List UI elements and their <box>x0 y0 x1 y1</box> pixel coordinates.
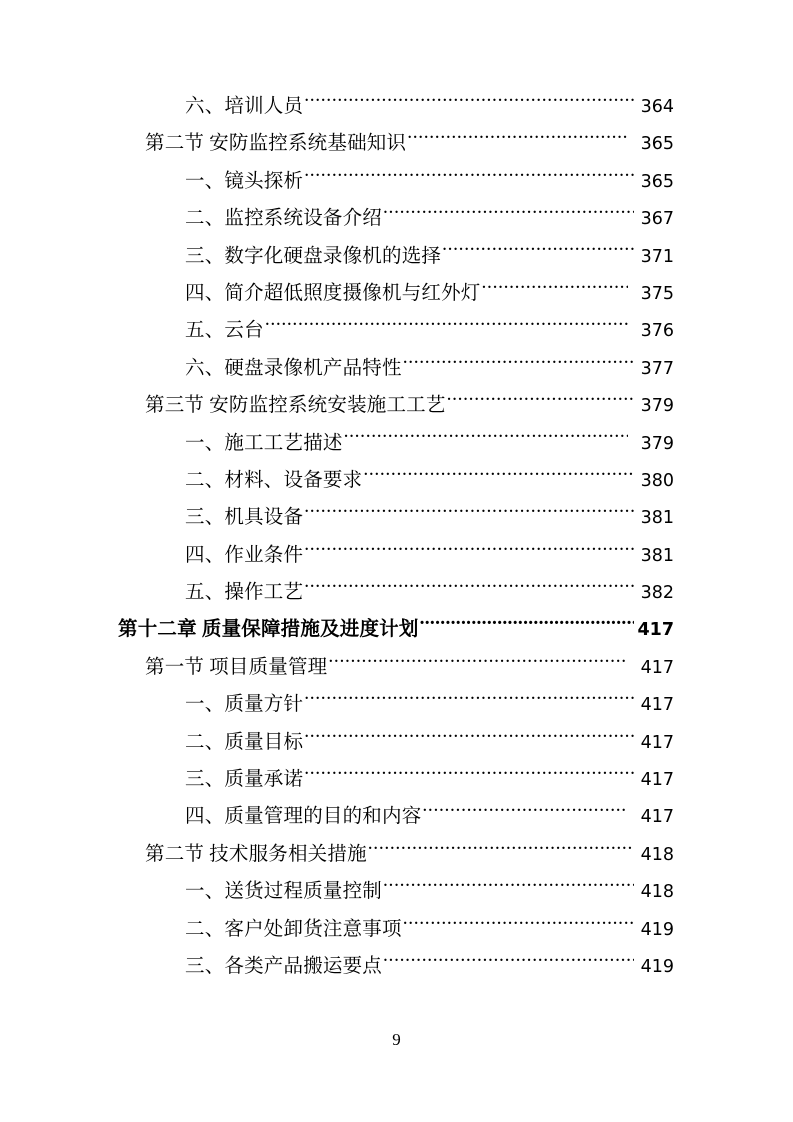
toc-entry[interactable] <box>118 686 674 723</box>
toc-entry-label: 第一节 项目质量管理 <box>145 656 328 678</box>
toc-entry-label: 二、客户处卸货注意事项 <box>185 918 402 940</box>
toc-entry-page-number: 417 <box>640 695 674 716</box>
toc-entry-label: 三、数字化硬盘录像机的选择 <box>185 245 442 267</box>
toc-entry[interactable] <box>118 574 674 611</box>
toc-entry-page-number: 380 <box>640 470 674 491</box>
toc-entry[interactable] <box>118 836 674 873</box>
toc-entry-label: 三、机具设备 <box>185 507 304 529</box>
toc-dot-leader <box>447 392 634 412</box>
toc-entry-page-number: 365 <box>640 171 674 192</box>
toc-dot-leader <box>368 840 634 860</box>
toc-entry-page-number: 381 <box>640 508 674 529</box>
toc-dot-leader <box>304 766 634 786</box>
toc-entry[interactable] <box>118 462 674 499</box>
toc-entry-page-number: 376 <box>640 321 674 342</box>
toc-dot-leader <box>383 952 634 972</box>
toc-entry-page-number: 381 <box>640 545 674 566</box>
toc-entry-page-number: 364 <box>640 97 674 117</box>
toc-entry-label: 三、质量承诺 <box>185 769 304 791</box>
toc-dot-leader <box>482 279 628 299</box>
toc-entry[interactable] <box>118 611 674 648</box>
toc-dot-leader <box>328 653 628 673</box>
toc-entry-page-number: 375 <box>640 283 674 304</box>
toc-entry-page-number: 367 <box>640 209 674 230</box>
toc-entry-label: 第三节 安防监控系统安装施工工艺 <box>145 395 446 417</box>
toc-entry-page-number: 379 <box>640 396 674 417</box>
toc-entry-page-number: 417 <box>640 732 674 753</box>
toc-entry-label: 二、监控系统设备介绍 <box>185 208 383 230</box>
toc-entry-label: 第十二章 质量保障措施及进度计划 <box>118 619 419 641</box>
toc-entry-label: 四、质量管理的目的和内容 <box>185 806 422 828</box>
toc-entry[interactable] <box>118 200 674 237</box>
toc-entry-page-number: 418 <box>640 844 674 865</box>
toc-entry-page-number: 419 <box>640 919 674 940</box>
toc-entry-label: 五、云台 <box>185 320 264 342</box>
toc-entry-page-number: 365 <box>640 134 674 155</box>
toc-dot-leader <box>304 579 634 599</box>
toc-entry-label: 一、送货过程质量控制 <box>185 881 383 903</box>
toc-entry-page-number: 371 <box>640 246 674 267</box>
toc-entry-label: 五、操作工艺 <box>185 582 304 604</box>
toc-entry-page-number: 382 <box>640 583 674 604</box>
toc-dot-leader <box>420 616 634 636</box>
toc-entry[interactable] <box>118 948 674 985</box>
toc-entry[interactable] <box>118 649 674 686</box>
toc-entry[interactable] <box>118 238 674 275</box>
toc-entry-page-number: 379 <box>640 433 674 454</box>
toc-dot-leader <box>407 130 628 150</box>
toc-entry-label: 六、培训人员 <box>185 96 304 117</box>
toc-dot-leader <box>304 504 634 524</box>
toc-entry-page-number: 419 <box>640 956 674 977</box>
toc-entry[interactable] <box>118 312 674 349</box>
toc-entry-page-number: 417 <box>640 657 674 678</box>
toc-dot-leader <box>383 205 634 225</box>
toc-entry-page-number: 417 <box>637 620 674 641</box>
toc-dot-leader <box>304 728 634 748</box>
table-of-contents <box>118 88 674 985</box>
toc-dot-leader <box>363 466 634 486</box>
toc-entry-label: 六、硬盘录像机产品特性 <box>185 357 402 379</box>
toc-entry-label: 第二节 安防监控系统基础知识 <box>145 133 407 155</box>
toc-entry-label: 一、镜头探析 <box>185 170 304 192</box>
toc-entry[interactable] <box>118 499 674 536</box>
toc-entry[interactable] <box>118 275 674 312</box>
toc-entry-label: 一、质量方针 <box>185 694 304 716</box>
toc-entry-label: 四、作业条件 <box>185 544 304 566</box>
toc-dot-leader <box>422 803 628 823</box>
toc-dot-leader <box>442 242 634 262</box>
toc-entry-label: 二、质量目标 <box>185 731 304 753</box>
toc-entry[interactable] <box>118 425 674 462</box>
toc-entry-label: 第二节 技术服务相关措施 <box>145 843 367 865</box>
toc-entry[interactable] <box>118 387 674 424</box>
toc-entry-label: 三、各类产品搬运要点 <box>185 955 383 977</box>
toc-dot-leader <box>304 93 634 113</box>
toc-entry-page-number: 417 <box>640 807 674 828</box>
toc-entry[interactable] <box>118 125 674 162</box>
toc-dot-leader <box>403 354 634 374</box>
toc-entry-label: 四、简介超低照度摄像机与红外灯 <box>185 282 481 304</box>
toc-entry-label: 一、施工工艺描述 <box>185 432 343 454</box>
toc-entry[interactable] <box>118 163 674 200</box>
toc-entry[interactable] <box>118 537 674 574</box>
toc-dot-leader <box>383 878 634 898</box>
toc-dot-leader <box>304 541 634 561</box>
toc-dot-leader <box>265 317 628 337</box>
toc-dot-leader <box>304 691 634 711</box>
toc-entry[interactable] <box>118 761 674 798</box>
toc-entry[interactable] <box>118 873 674 910</box>
footer-page-number: 9 <box>392 1030 401 1049</box>
toc-entry[interactable] <box>118 350 674 387</box>
toc-entry-label: 二、材料、设备要求 <box>185 469 363 491</box>
toc-entry-page-number: 377 <box>640 358 674 379</box>
toc-entry[interactable] <box>118 88 674 125</box>
toc-entry-page-number: 418 <box>640 882 674 903</box>
toc-entry[interactable] <box>118 724 674 761</box>
toc-entry[interactable] <box>118 798 674 835</box>
toc-dot-leader <box>304 167 634 187</box>
toc-entry[interactable] <box>118 911 674 948</box>
toc-dot-leader <box>344 429 628 449</box>
toc-dot-leader <box>403 915 634 935</box>
toc-entry-page-number: 417 <box>640 770 674 791</box>
